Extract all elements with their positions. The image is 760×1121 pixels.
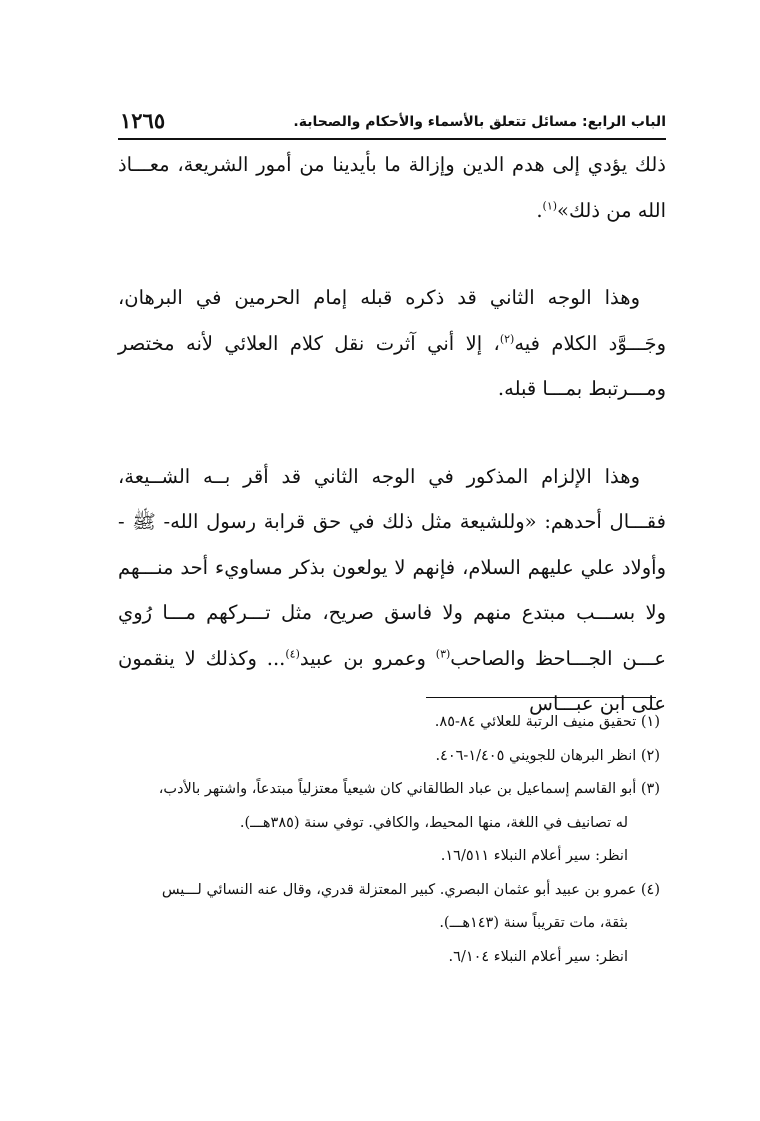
footnote-4-continuation: بثقة، مات تقريباً سنة (١٤٣هـــ). (439, 915, 628, 931)
footnote-ref-4: (٤) (285, 647, 300, 660)
footnote-3: (٣) أبو القاسم إسماعيل بن عباد الطالقاني كان شيعياً معتزلياً مبتدعاً، واشتهر بالأدب، (158, 781, 660, 797)
footnote-4-reference: انظر: سير أعلام النبلاء ٦/١٠٤. (448, 948, 628, 965)
footnote-ref-2: (٢) (499, 332, 515, 345)
paragraph-3: وهذا الإلزام المذكور في الوجه الثاني قد أقر بــه الشــيعة، فقـــال أحدهم: «وللشيعة مثل ذلك في حق قرابة رسول الله- ﷺ - وأولاد علي عليهم السلام، فإنهم لا يولعون بذكر مساويء أحد منـــهم ولا بســـب مبتدع منهم ولا فاسق صريح، مثل تـــركهم مـــا رُوي عـــن الجـــاحظ والصاحب$^{(٣)}$ وعمرو بن عبيد$^{(٤)}$... وكذلك لا ينقمون على ابن عبـــاس (118, 464, 666, 715)
footnote-1: (١) تحقيق منيف الرتبة للعلائي ٨٤-٨٥. (434, 714, 660, 730)
footnote-2: (٢) انظر البرهان للجويني ١/٤٠٥-٤٠٦. (435, 747, 660, 764)
footnotes (114, 706, 660, 974)
footnote-ref-1: (١) (542, 199, 558, 212)
footnote-3-continuation: له تصانيف في اللغة، منها المحيط، والكافي. توفي سنة (٣٨٥هـــ). (239, 814, 628, 831)
page-number: ١٢٦٥ (120, 108, 166, 133)
main-text (118, 142, 666, 727)
running-header (118, 108, 666, 140)
footnote-4: (٤) عمرو بن عبيد أبو عثمان البصري. كبير المعتزلة قدري، وقال عنه النسائي لـــيس (161, 881, 660, 898)
chapter-title: الباب الرابع: مسائل تتعلق بالأسماء والأحكام والصحابة. (293, 114, 666, 130)
footnote-ref-3: (٣) (435, 647, 451, 660)
footnote-separator (426, 697, 656, 698)
paragraph-2: وهذا الوجه الثاني قد ذكره قبله إمام الحرمين في البرهان، وجَـــوَّد الكلام فيه$^{(٢)}$، إلا أني آثرت نقل كلام العلائي لأنه مختصر ومـــرتبط بمـــا قبله. (118, 286, 667, 400)
footnote-3-reference: انظر: سير أعلام النبلاء ١٦/٥١١. (440, 848, 628, 864)
paragraph-1: ذلك يؤدي إلى هدم الدين وإزالة ما بأيدينا من أمور الشريعة، معـــاذ الله من ذلك»$^{(١)}$. (118, 153, 666, 222)
